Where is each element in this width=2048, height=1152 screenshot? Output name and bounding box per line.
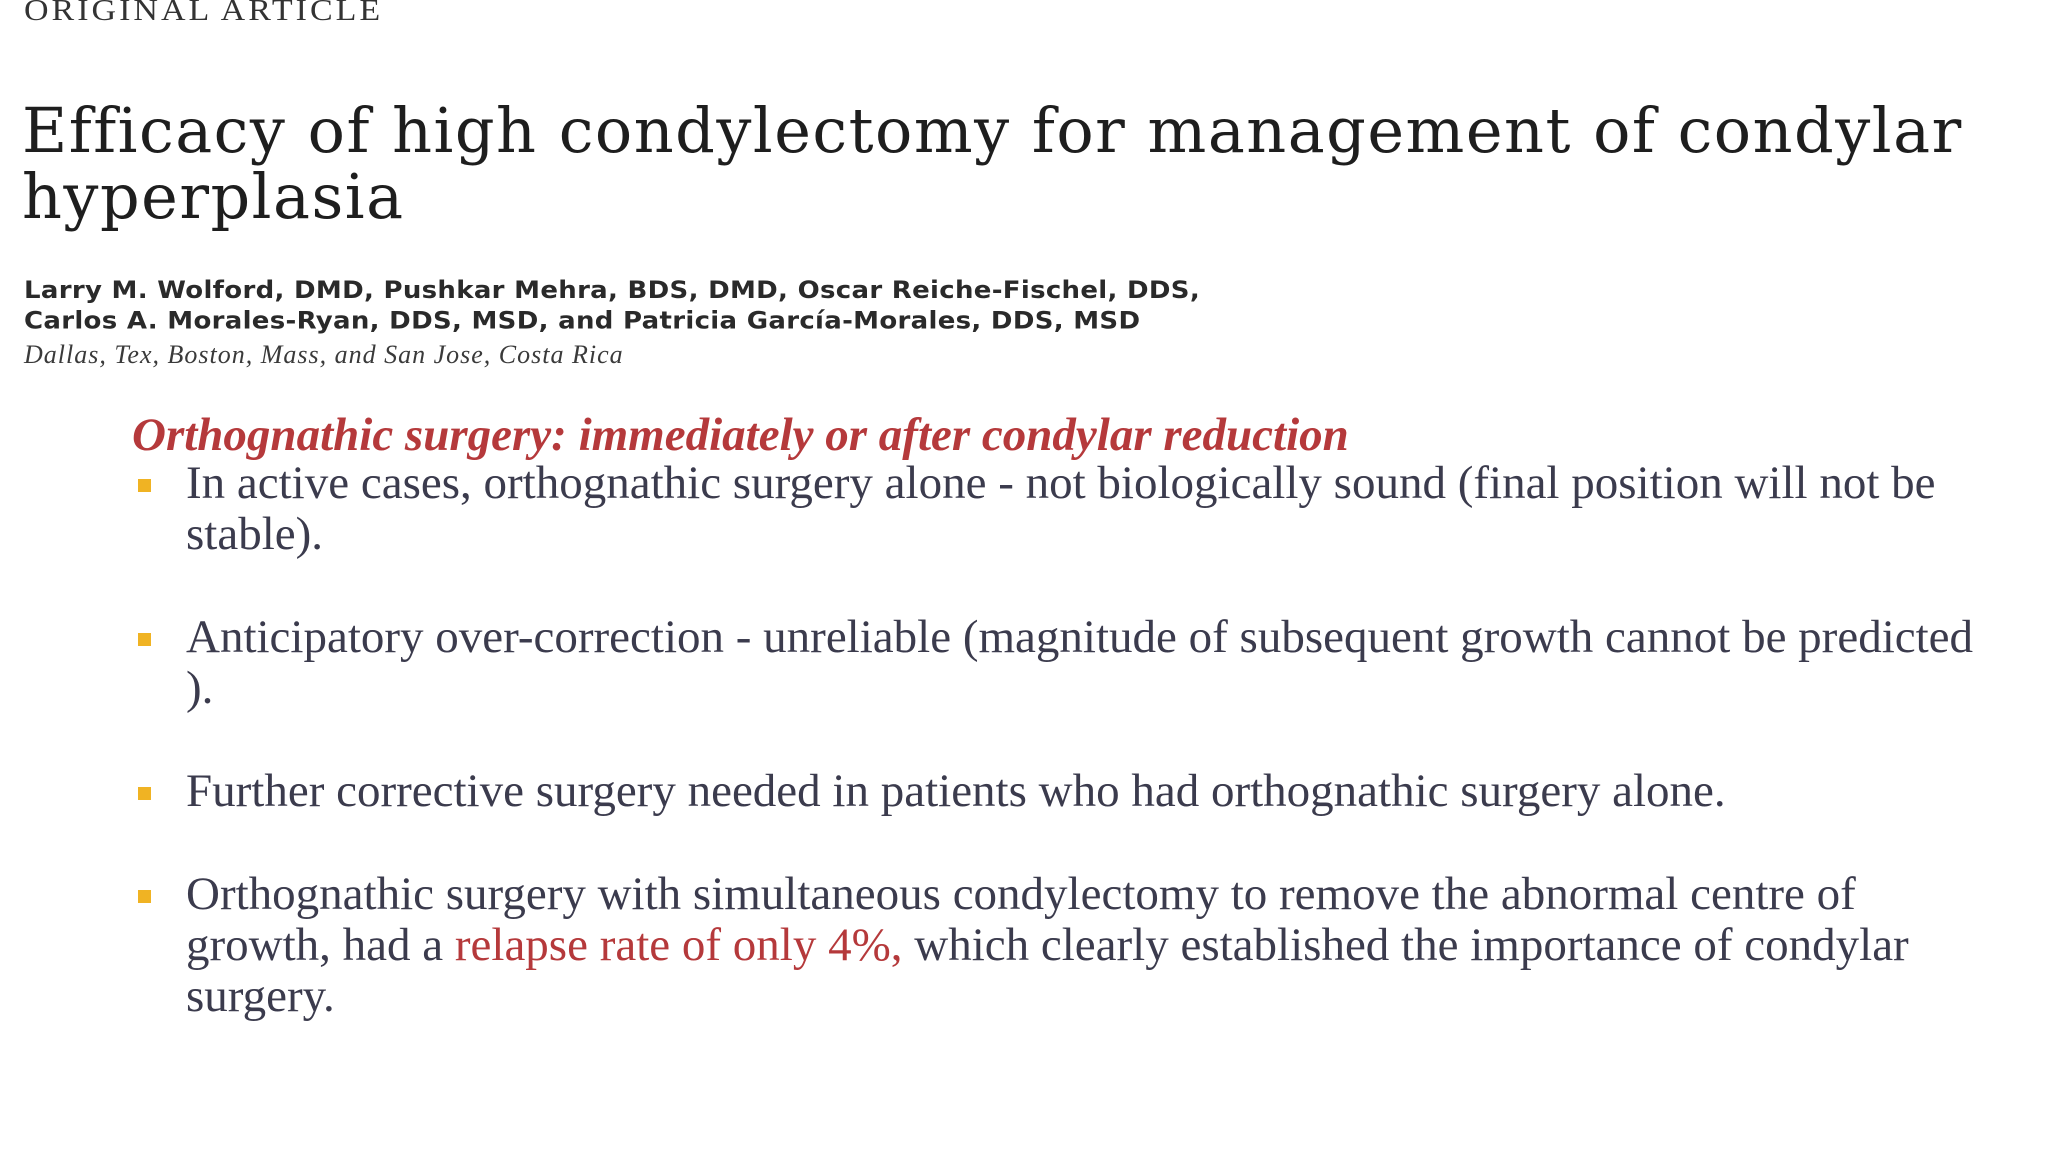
bullet-item [132,869,1992,1022]
bullet-list [132,458,1992,1074]
slide-subheading: Orthognathic surgery: immediately or after condylar reduction [132,409,1349,461]
bullet-item [132,766,1992,817]
article-title: Efficacy of high condylectomy for management of condylar hyperplasia [22,94,1963,233]
article-header-image [0,0,2048,380]
bullet-item [132,458,1992,560]
relapse-rate-highlight: relapse rate of only 4%, [454,919,903,971]
square-bullet-icon [138,479,151,492]
square-bullet-icon [138,633,151,646]
square-bullet-icon [138,890,151,903]
bullet-text: Anticipatory over-correction - unreliable (magnitude of subsequent growth cannot be predicted ). [186,611,1974,714]
section-label: ORIGINAL ARTICLE [24,0,384,28]
bullet-text: Further corrective surgery needed in patients who had orthognathic surgery alone. [186,765,1726,817]
author-line-2: Carlos A. Morales-Ryan, DDS, MSD, and Patricia García-Morales, DDS, MSD [24,307,1141,335]
square-bullet-icon [138,787,151,800]
bullet-item [132,612,1992,714]
bullet-text-before: Orthognathic surgery with simultaneous condylectomy to remove the abnormal centre of growth, had a [186,868,1856,971]
bullet-text-after: which clearly established the importance of condylar surgery. [186,919,1909,1022]
affiliation: Dallas, Tex, Boston, Mass, and San Jose, Costa Rica [24,340,624,369]
author-list [24,276,2004,337]
author-line-1: Larry M. Wolford, DMD, Pushkar Mehra, BDS, DMD, Oscar Reiche-Fischel, DDS, [24,276,1201,305]
bullet-text: In active cases, orthognathic surgery alone - not biologically sound (final position will not be stable). [186,457,1936,560]
